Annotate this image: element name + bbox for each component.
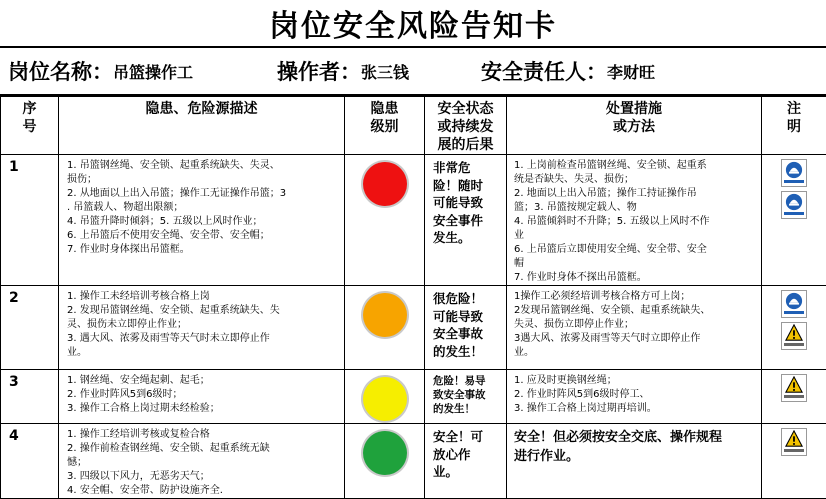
risk-row-1	[1, 155, 826, 286]
state-line: 致安全事故	[433, 388, 500, 402]
warning-sign-icon	[781, 374, 807, 402]
description-line: 1. 吊篮钢丝绳、安全锁、起重系统缺失、失灵、	[67, 159, 338, 173]
warning-sign-icon	[781, 322, 807, 350]
risk-row-3	[1, 370, 826, 424]
row-number	[1, 370, 59, 424]
harness-sign-icon	[781, 191, 807, 219]
state-line: 可能导致	[433, 194, 500, 212]
measure-line: 2发现吊篮钢丝绳、安全锁、起重系统缺失、	[514, 304, 757, 318]
state-line: 非常危	[433, 159, 500, 177]
description-line: 1. 操作工未经培训考核合格上岗	[67, 290, 338, 304]
description-line: 3. 遇大风、浓雾及雨雪等天气时未立即停止作	[67, 332, 338, 346]
description-line: 3. 操作工合格上岗过期未经检验；	[67, 402, 338, 416]
state-line: 放心作	[433, 446, 500, 464]
risk-table	[0, 96, 826, 499]
measure-line: 2. 地面以上出入吊篮；操作工持证操作吊	[514, 187, 757, 201]
row-number-text: 2	[9, 290, 19, 306]
state-line: 安全事件	[433, 212, 500, 230]
note-signs	[762, 155, 826, 286]
measure-line: 1. 上岗前检查吊篮钢丝绳、安全锁、起重系	[514, 159, 757, 173]
operator-value: 张三钱	[361, 60, 409, 83]
row-number-text: 4	[9, 428, 19, 444]
warning-sign-icon	[781, 428, 807, 456]
hazard-description	[59, 370, 345, 424]
description-line: 3. 四级以下风力，无恶劣天气；	[67, 470, 338, 484]
safety-state	[425, 424, 507, 499]
description-line: 6. 上吊篮后不使用安全绳、安全带、安全帽；	[67, 229, 338, 243]
state-line: 很危险！	[433, 290, 500, 308]
level-indicator-ring	[361, 429, 409, 477]
measure-line: 4. 吊篮倾斜时不升降；5. 五级以上风时不作	[514, 215, 757, 229]
safety-state	[425, 370, 507, 424]
description-line: 1. 操作工经培训考核或复检合格	[67, 428, 338, 442]
state-line: 业。	[433, 463, 500, 481]
responsible-person-value: 李财旺	[607, 60, 655, 83]
safety-state	[425, 286, 507, 370]
header-state: 安全状态 或持续发 展的后果	[425, 97, 507, 155]
level-light-icon	[363, 293, 407, 337]
measure-line: 3. 操作工合格上岗过期再培训。	[514, 402, 757, 416]
row-number-text: 1	[9, 159, 19, 175]
level-indicator-ring	[361, 375, 409, 423]
level-light-icon	[363, 377, 407, 421]
countermeasures	[507, 424, 762, 499]
state-line: 安全事故	[433, 325, 500, 343]
safety-state	[425, 155, 507, 286]
hazard-description	[59, 155, 345, 286]
post-info-bar	[0, 48, 826, 96]
state-line: 的发生！	[433, 343, 500, 361]
measure-line: 1. 应及时更换钢丝绳；	[514, 374, 757, 388]
measure-line: 业。	[514, 346, 757, 360]
description-line: 憾；	[67, 456, 338, 470]
description-line: 2. 操作前检查钢丝绳、安全锁、起重系统无缺	[67, 442, 338, 456]
measure-line: 进行作业。	[514, 447, 757, 466]
helmet-sign-icon	[781, 159, 807, 187]
row-number	[1, 424, 59, 499]
mandatory-sign-icon	[781, 290, 807, 318]
note-signs	[762, 286, 826, 370]
post-name-value: 吊篮操作工	[113, 60, 193, 83]
hazard-level	[345, 370, 425, 424]
hazard-description	[59, 424, 345, 499]
countermeasures	[507, 286, 762, 370]
measure-line: 业	[514, 229, 757, 243]
level-light-icon	[363, 431, 407, 475]
header-seq: 序 号	[1, 97, 59, 155]
description-line: 损伤；	[67, 173, 338, 187]
description-line: 4. 安全帽、安全带、防护设施齐全.	[67, 484, 338, 498]
state-line: 危险！易导	[433, 374, 500, 388]
measure-line: 3遇大风、浓雾及雨雪等天气时立即停止作	[514, 332, 757, 346]
description-line: 7. 作业时身体探出吊篮框。	[67, 243, 338, 257]
hazard-level	[345, 155, 425, 286]
description-line: 业。	[67, 346, 338, 360]
level-indicator-ring	[361, 160, 409, 208]
measure-line: 2. 作业时阵风5到6级时停工、	[514, 388, 757, 402]
countermeasures	[507, 370, 762, 424]
hazard-level	[345, 424, 425, 499]
measure-line: 安全！但必须按安全交底、操作规程	[514, 428, 757, 447]
description-line: 2. 从地面以上出入吊篮；操作工无证操作吊篮；3	[67, 187, 338, 201]
measure-line: 篮；3. 吊篮按规定载人、物	[514, 201, 757, 215]
row-number	[1, 155, 59, 286]
row-number	[1, 286, 59, 370]
measure-line: 7. 作业时身体不探出吊篮框。	[514, 271, 757, 285]
card-title: 岗位安全风险告知卡	[0, 0, 826, 48]
level-light-icon	[363, 162, 407, 206]
header-level: 隐患 级别	[345, 97, 425, 155]
state-line: 险！随时	[433, 177, 500, 195]
countermeasures	[507, 155, 762, 286]
description-line: 1. 钢丝绳、安全绳起刺、起毛；	[67, 374, 338, 388]
measure-line: 1操作工必须经培训考核合格方可上岗；	[514, 290, 757, 304]
description-line: 2. 发现吊篮钢丝绳、安全锁、起重系统缺失、失	[67, 304, 338, 318]
header-measures: 处置措施 或方法	[507, 97, 762, 155]
state-line: 发生。	[433, 229, 500, 247]
measure-line: 失灵、损伤立即停止作业；	[514, 318, 757, 332]
measure-line: 帽	[514, 257, 757, 271]
measure-line: 6. 上吊篮后立即使用安全绳、安全带、安全	[514, 243, 757, 257]
description-line: 灵、损伤未立即停止作业；	[67, 318, 338, 332]
table-header-row	[1, 97, 826, 155]
post-name-label: 岗位名称：	[8, 56, 113, 86]
header-note: 注 明	[762, 97, 826, 155]
header-description: 隐患、危险源描述	[59, 97, 345, 155]
note-signs	[762, 424, 826, 499]
row-number-text: 3	[9, 374, 19, 390]
responsible-person-label: 安全责任人：	[481, 56, 607, 86]
risk-row-2	[1, 286, 826, 370]
state-line: 的发生！	[433, 402, 500, 416]
operator-label: 操作者：	[277, 56, 361, 86]
description-line: 2. 作业时阵风5到6级时；	[67, 388, 338, 402]
hazard-description	[59, 286, 345, 370]
state-line: 安全！可	[433, 428, 500, 446]
risk-row-4	[1, 424, 826, 499]
description-line: 4. 吊篮升降时倾斜；5. 五级以上风时作业；	[67, 215, 338, 229]
measure-line: 统是否缺失、失灵、损伤；	[514, 173, 757, 187]
note-signs	[762, 370, 826, 424]
hazard-level	[345, 286, 425, 370]
level-indicator-ring	[361, 291, 409, 339]
description-line: . 吊篮载人、物超出限额；	[67, 201, 338, 215]
state-line: 可能导致	[433, 308, 500, 326]
